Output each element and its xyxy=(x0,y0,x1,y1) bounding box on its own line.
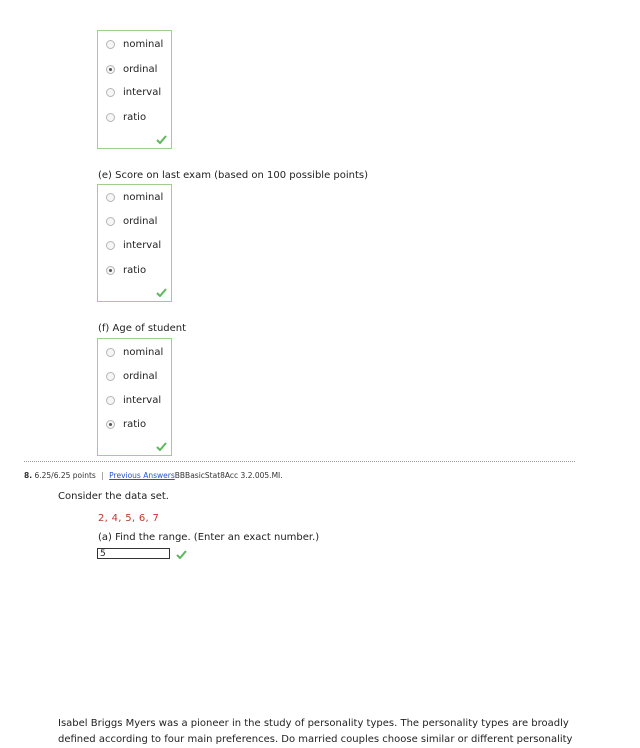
question-divider xyxy=(24,461,575,462)
meta-separator: | xyxy=(101,471,104,480)
part-f-label: (f) Age of student xyxy=(98,323,187,334)
data-set: 2, 4, 5, 6, 7 xyxy=(98,513,160,524)
option-ratio[interactable] xyxy=(106,111,146,123)
option-label: nominal xyxy=(123,346,164,358)
radio-ratio[interactable] xyxy=(106,113,115,122)
radio-nominal[interactable] xyxy=(106,348,115,357)
option-interval[interactable] xyxy=(106,86,161,98)
option-nominal[interactable] xyxy=(106,38,163,50)
question-8-meta xyxy=(24,471,283,480)
previous-answers-link[interactable]: Previous Answers xyxy=(109,471,175,480)
part-e-choices xyxy=(97,184,172,302)
radio-ordinal[interactable] xyxy=(106,217,115,226)
next-question-text: Isabel Briggs Myers was a pioneer in the study of personality types. The personality types are broadly defined according to four main preferences. Do married couples choose similar or different personality xyxy=(58,718,573,745)
option-nominal[interactable] xyxy=(106,191,163,203)
option-label: ordinal xyxy=(123,370,158,382)
question-number: 8. xyxy=(24,471,33,480)
option-label: ordinal xyxy=(123,215,158,227)
checkmark-icon xyxy=(156,442,167,451)
checkmark-icon xyxy=(176,550,187,559)
option-interval[interactable] xyxy=(106,394,161,406)
question-prompt: Consider the data set. xyxy=(58,491,169,502)
radio-interval[interactable] xyxy=(106,396,115,405)
radio-nominal[interactable] xyxy=(106,193,115,202)
option-ordinal[interactable] xyxy=(106,215,157,227)
option-ratio[interactable] xyxy=(106,264,146,276)
part-a-label: (a) Find the range. (Enter an exact number.) xyxy=(98,532,320,543)
part-e-label: (e) Score on last exam (based on 100 possible points) xyxy=(98,170,369,181)
radio-ordinal-selected[interactable] xyxy=(106,65,115,74)
points-score: 6.25/6.25 points xyxy=(34,471,96,480)
option-label: interval xyxy=(123,239,162,251)
option-interval[interactable] xyxy=(106,239,161,251)
option-label: nominal xyxy=(123,191,164,203)
radio-ratio-selected[interactable] xyxy=(106,266,115,275)
option-label: nominal xyxy=(123,38,164,50)
option-label: ratio xyxy=(123,418,147,430)
radio-interval[interactable] xyxy=(106,241,115,250)
checkmark-icon xyxy=(156,135,167,144)
option-nominal[interactable] xyxy=(106,346,163,358)
radio-interval[interactable] xyxy=(106,88,115,97)
radio-ordinal[interactable] xyxy=(106,372,115,381)
option-label: ratio xyxy=(123,111,147,123)
radio-ratio-selected[interactable] xyxy=(106,420,115,429)
radio-nominal[interactable] xyxy=(106,40,115,49)
range-answer-input[interactable] xyxy=(97,548,170,559)
question-code: BBBasicStat8Acc 3.2.005.MI. xyxy=(174,471,283,480)
option-ratio[interactable] xyxy=(106,418,146,430)
option-label: interval xyxy=(123,86,162,98)
option-ordinal[interactable] xyxy=(106,63,157,75)
option-label: ratio xyxy=(123,264,147,276)
part-d-choices xyxy=(97,30,172,149)
checkmark-icon xyxy=(156,288,167,297)
option-label: interval xyxy=(123,394,162,406)
option-ordinal[interactable] xyxy=(106,370,157,382)
option-label: ordinal xyxy=(123,63,158,75)
part-f-choices xyxy=(97,338,172,456)
